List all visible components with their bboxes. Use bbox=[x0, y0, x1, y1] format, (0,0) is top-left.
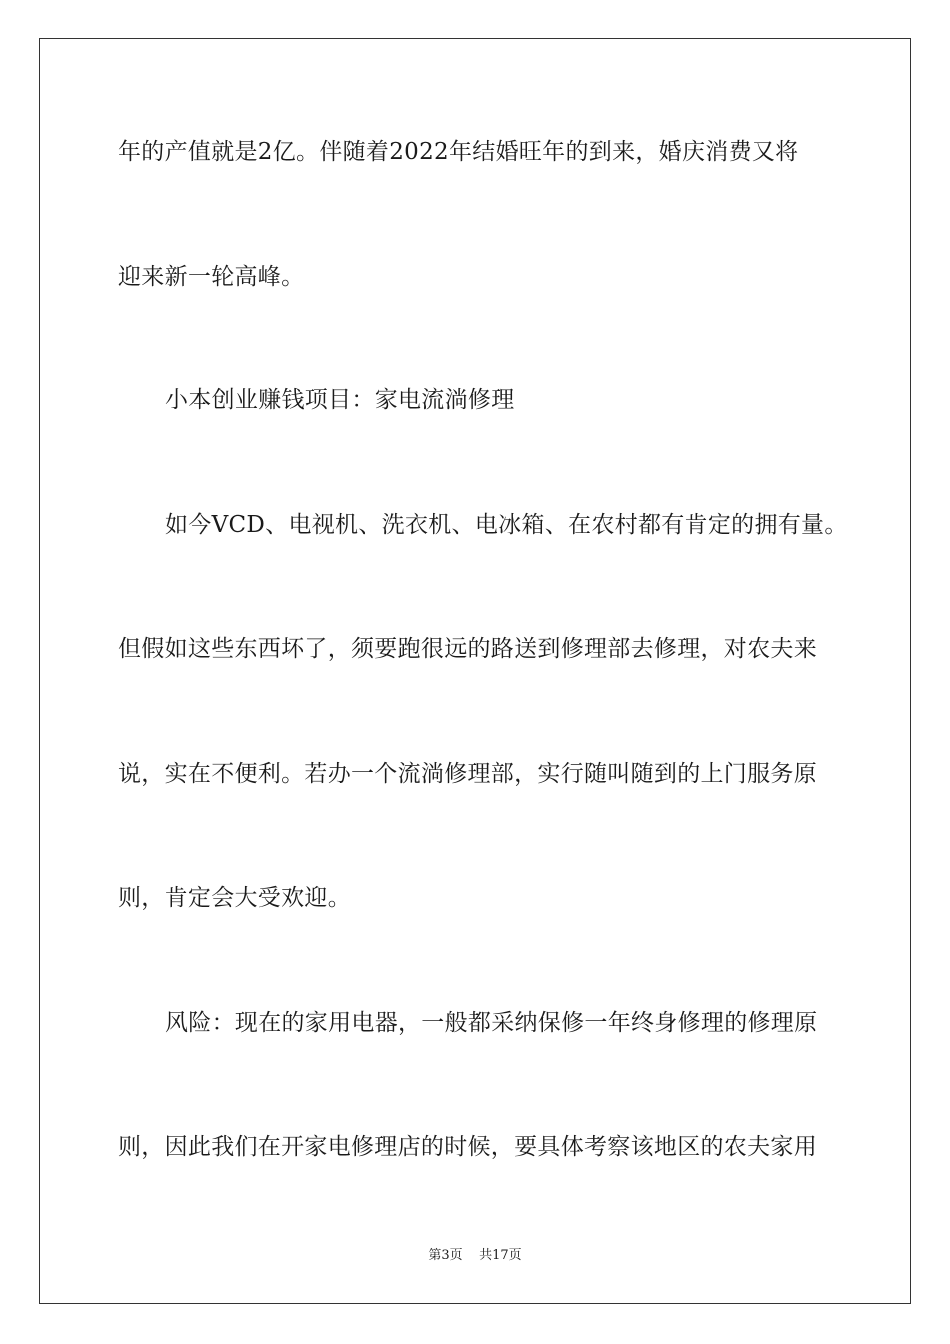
page-footer bbox=[0, 1247, 950, 1265]
body-text-line: 年的产值就是2亿。伴随着2022年结婚旺年的到来，婚庆消费又将 bbox=[118, 139, 799, 165]
body-text-line: 迎来新一轮高峰。 bbox=[118, 264, 305, 290]
body-text-line: 如今VCD、电视机、洗衣机、电冰箱、在农村都有肯定的拥有量。 bbox=[165, 512, 848, 538]
page-frame bbox=[39, 38, 911, 1304]
body-text-line: 但假如这些东西坏了，须要跑很远的路送到修理部去修理，对农夫来 bbox=[118, 636, 817, 662]
body-text-line: 则，因此我们在开家电修理店的时候，要具体考察该地区的农夫家用 bbox=[118, 1134, 817, 1160]
body-text-line: 则，肯定会大受欢迎。 bbox=[118, 885, 351, 911]
page-current: 第3页 bbox=[428, 1248, 463, 1263]
body-text-line: 风险：现在的家用电器，一般都采纳保修一年终身修理的修理原 bbox=[165, 1010, 818, 1036]
page-total: 共17页 bbox=[479, 1248, 522, 1263]
body-text-line: 说，实在不便利。若办一个流淌修理部，实行随叫随到的上门服务原 bbox=[118, 761, 817, 787]
section-heading: 小本创业赚钱项目：家电流淌修理 bbox=[165, 387, 515, 413]
